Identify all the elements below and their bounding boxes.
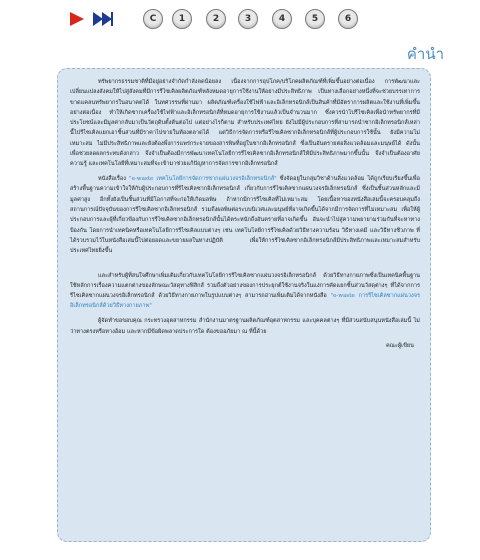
book-title-link: "e-waste เทคโนโลยีการจัดการซากแผ่นวงจรอิเล็กทรอนิกส์" bbox=[129, 176, 277, 183]
page-button-2[interactable]: 2 bbox=[206, 9, 226, 29]
paragraph-text: และสำหรับผู้ที่สนใจศึกษาเพิ่มเติมเกี่ยวกับเทคโนโลยีการรีไซเคิลซากแผ่นวงจรอิเล็กทรอนิกส์ ด้วยวิธีทางกายภาพซึ่งเป็นเทคนิคพื้นฐานใช้หลักการเรื่องความแตกต่างของลักษณะวัสดุทางฟิสิกส์ รวมถึงตัวอย่างของการประยุกต์ใช้งานจริงในแง่การคัดแยกชิ้นส่วนวัสดุต่างๆ ที่ได้จากการรีไซเคิลซากแผ่นวงจรอิเล็กทรอนิกส์ ด้วยวิธีทางกายภาพในรูปแบบต่างๆ สามารถอ่านเพิ่มเติมได้จากหนังสือ bbox=[70, 272, 420, 300]
page-button-c[interactable]: C bbox=[143, 9, 163, 29]
page-button-4[interactable]: 4 bbox=[272, 9, 292, 29]
page-button-3[interactable]: 3 bbox=[238, 9, 258, 29]
preface-paragraph bbox=[70, 271, 420, 312]
play-left-icon[interactable] bbox=[69, 11, 85, 27]
page-title: คำนำ bbox=[406, 45, 444, 63]
preface-body bbox=[70, 77, 420, 337]
preface-paragraph bbox=[70, 174, 420, 256]
preface-panel bbox=[57, 68, 431, 542]
page-button-1[interactable]: 1 bbox=[172, 9, 192, 29]
page-button-5[interactable]: 5 bbox=[305, 9, 325, 29]
paragraph-text: ทรัพยากรธรรมชาติที่มีอยู่อย่างจำกัดกำลังลดน้อยลง เนื่องจากการอุปโภค/บริโภคผลิตภัณฑ์ที่เพิ่มขึ้นอย่างต่อเนื่อง การพัฒนาและเปลี่ยนแปลงสังคมให้ไปสู่สังคมที่มีการรีไซเคิลผลิตภัณฑ์หลังหมดอายุการใช้งานให้อย่างมีประสิทธิภาพ เป็นทางเลือกอย่างหนึ่งที่จะช่วยบรรเทาการขาดแคลนทรัพยากรในอนาคตได้ ในทศวรรษที่ผ่านมา ผลิตภัณฑ์เครื่องใช้ไฟฟ้าและอิเล็กทรอนิกส์เป็นสินค้าที่มีอัตราการผลิตและใช้งานที่เพิ่มขึ้นอย่างต่อเนื่อง ทำให้เกิดซากเครื่องใช้ไฟฟ้าและอิเล็กทรอนิกส์ที่หมดอายุการใช้งานแล้วเป็นจำนวนมาก ซึ่งควรนำไปรีไซเคิลเพื่อนำทรัพยากรที่มีประโยชน์และมีมูลค่ากลับมาเป็นวัตถุดิบตั้งต้นต่อไป แต่อย่างไรก็ตาม สำหรับประเทศไทย ยังไม่มีผู้ประกอบการที่สามารถนำซากอิเล็กทรอนิกส์เหล่านี้ไปรีไซเคิลแยกเอาชิ้นส่วนที่มีราคาไปขายในท้องตลาดได้ แต่วิธีการจัดการหรือรีไซเคิลซากอิเล็กทรอนิกส์ที่ผู้ประกอบการใช้นั้น ยังมีความไม่เหมาะสม ไม่มีประสิทธิภาพและยังต้องพึ่งการแพร่กระจายของสารพิษที่อยู่ในซากอิเล็กทรอนิกส์ ซึ่งเป็นอันตรายต่อสิ่งแวดล้อมและมนุษย์ได้ ดังนั้นเพื่อช่วยลดผลกระทบดังกล่าว จึงจำเป็นต้องมีการพัฒนาเทคโนโลยีการรีไซเคิลซากอิเล็กทรอนิกส์ให้มีประสิทธิภาพมากขึ้นนั้น จึงจำเป็นต้องอาศัยความรู้ และเทคโนโลยีที่เหมาะสมที่จะเข้ามาช่วยแก้ปัญหาการจัดการซากอิเล็กทรอนิกส์ bbox=[70, 79, 420, 168]
paragraph-text: หนังสือเรื่อง bbox=[98, 176, 130, 183]
preface-paragraph bbox=[70, 77, 420, 170]
book-title-link: "e-waste การรีไซเคิลซากแผ่นวงจรอิเล็กทรอนิกส์ด้วยวิธีทางกายภาพ" bbox=[70, 293, 420, 310]
paragraph-text: ผู้จัดทำขอขอบคุณ กระทรวงอุตสาหกรรม สำนักงานมาตรฐานผลิตภัณฑ์อุตสาหกรรม และบุคคลต่างๆ ที่มีส่วนสนับสนุนหนังสือเล่มนี้ ไม่ว่าทางตรงหรือทางอ้อม และหากมีข้อผิดพลาดประการใด ต้องขออภัยมา ณ ที่นี้ด้วย bbox=[70, 318, 420, 335]
preface-paragraph bbox=[70, 316, 420, 337]
page-button-6[interactable]: 6 bbox=[338, 9, 358, 29]
page-navigation bbox=[0, 8, 480, 30]
signoff: คณะผู้เขียน bbox=[385, 343, 414, 350]
fast-forward-icon[interactable] bbox=[92, 11, 114, 27]
paragraph-text: ซึ่งจัดอยู่ในกลุ่มวิชาด้านสิ่งแวดล้อม ได้ถูกเรียบเรียงขึ้นเพื่อสร้างพื้นฐานความเข้าใจให้กับผู้ประกอบการที่รีไซเคิลซากอิเล็กทรอนิกส์ เกี่ยวกับการรีไซเคิลซากแผ่นวงจรอิเล็กทรอนิกส์ ซึ่งเป็นชิ้นส่วนหลักและมีมูลค่าสูง อีกทั้งยังเป็นชิ้นส่วนที่มีโอกาสที่จะก่อให้เกิดมลพิษ ถ้าหากมีการรีไซเคิลที่ไม่เหมาะสม โดยเนื้อหาของหนังสือเล่มนี้จะครอบคลุมถึงสถานการณ์ปัจจุบันของการรีไซเคิลซากอิเล็กทรอนิกส์ รวมถึงผลพิษต่อระบบนิเวศและมนุษย์ที่อาจเกิดขึ้นได้จากมีการจัดการที่ไม่เหมาะสม เพื่อให้ผู้ประกอบการและผู้ที่เกี่ยวข้องกับการรีไซเคิลซากอิเล็กทรอนิกส์นั้นได้ตระหนักถึงอันตรายที่อาจเกิดขึ้น อันจะนำไปสู่ความพยายามร่วมกันที่จะหาทางป้องกัน โดยการนำเทคนิคหรือเทคโนโลยีการรีไซเคิลแบบต่างๆ เช่น เทคโนโลยีการรีไซเคิลด้วยวิธีทางความร้อน วิธีทางเคมี และวิธีทางชีวภาพ ที่ได้รวบรวมไว้ในหนังสือเล่มนี้ไปต่อยอดและขยายผลในทางปฏิบัติ เพื่อให้การรีไซเคิลซากอิเล็กทรอนิกส์มีประสิทธิภาพและเหมาะสมสำหรับประเทศไทยยิ่งขึ้น bbox=[70, 176, 420, 255]
